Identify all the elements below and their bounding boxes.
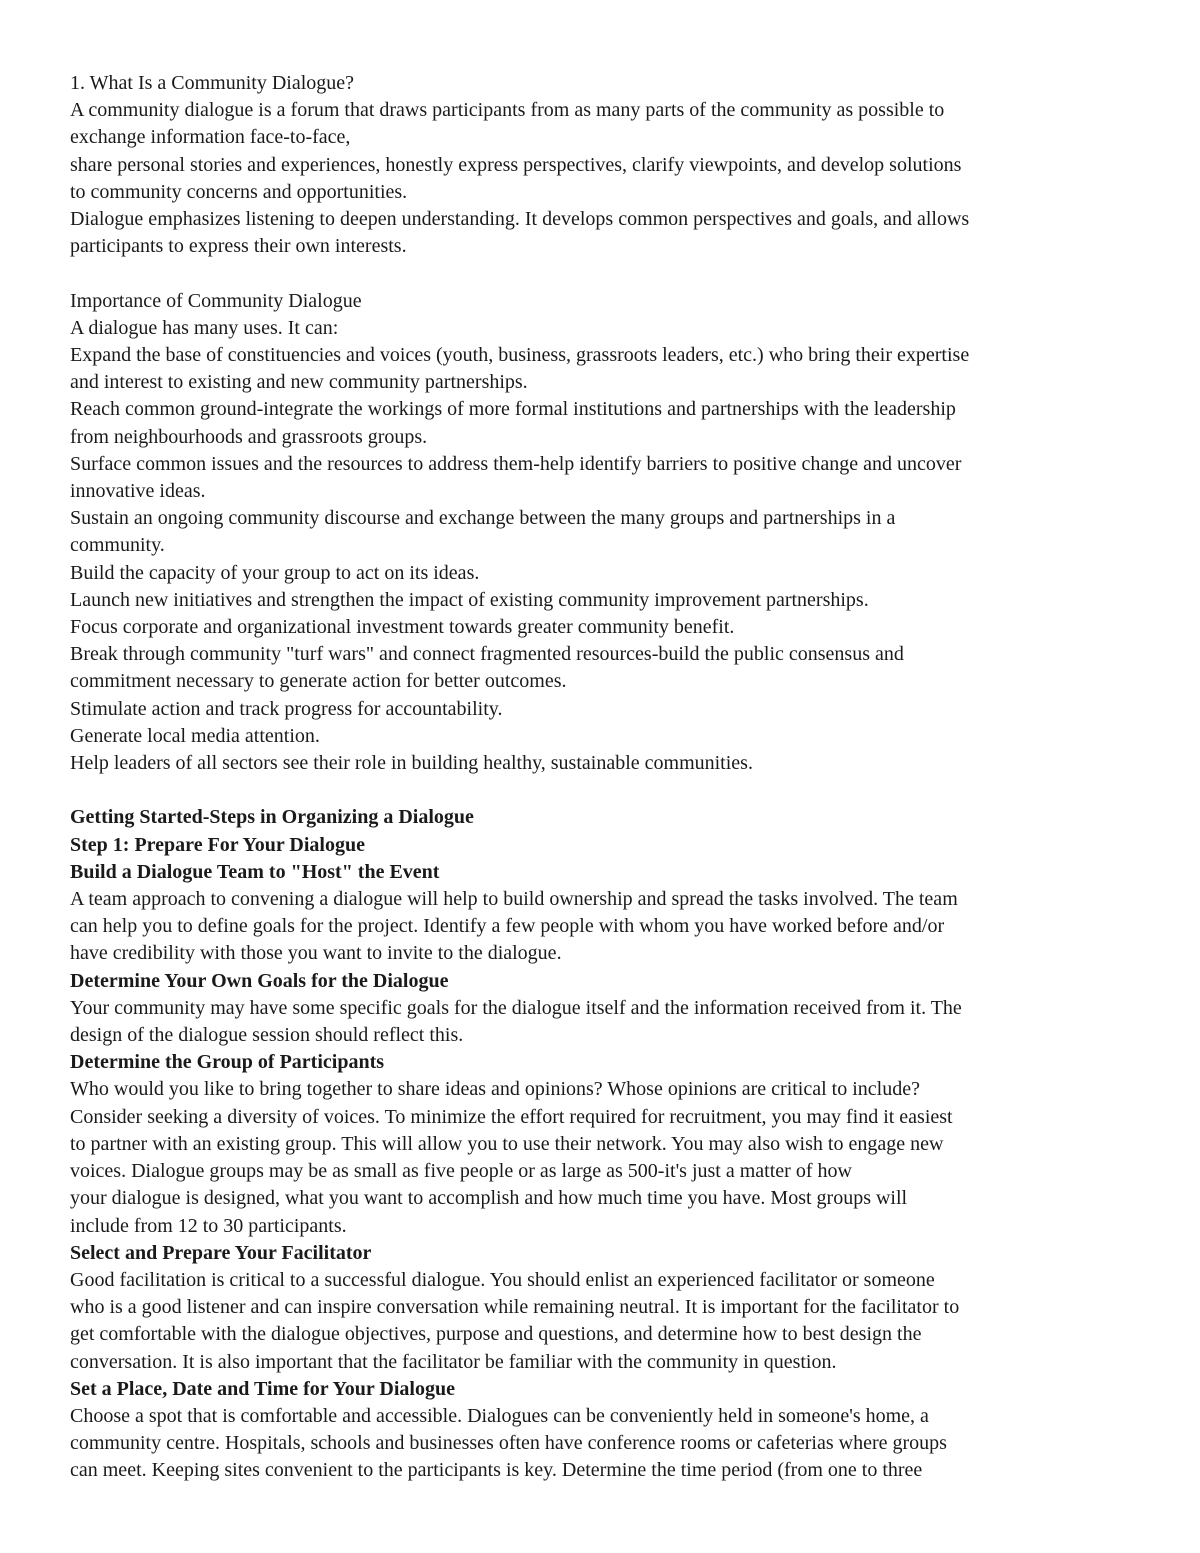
- paragraph-line: Help leaders of all sectors see their role in building healthy, sustainable communities.: [70, 752, 753, 775]
- paragraph-line: include from 12 to 30 participants.: [70, 1214, 347, 1237]
- paragraph-line: community.: [70, 534, 165, 557]
- paragraph-line: Your community may have some specific goals for the dialogue itself and the information received from it. The: [70, 996, 962, 1019]
- paragraph-line: Choose a spot that is comfortable and accessible. Dialogues can be conveniently held in someone's home, a: [70, 1404, 929, 1427]
- paragraph-line: Generate local media attention.: [70, 724, 320, 747]
- paragraph-line: your dialogue is designed, what you want to accomplish and how much time you have. Most groups will: [70, 1187, 908, 1210]
- paragraph-line: Build the capacity of your group to act on its ideas.: [70, 561, 480, 584]
- paragraph-line: Expand the base of constituencies and voices (youth, business, grassroots leaders, etc.) who bring their expertise: [70, 344, 970, 367]
- blank-line: [70, 260, 1140, 287]
- paragraph-line: who is a good listener and can inspire conversation while remaining neutral. It is important for the facilitator to: [70, 1296, 960, 1319]
- paragraph-line: Reach common ground-integrate the workings of more formal institutions and partnerships with the leadership: [70, 398, 956, 421]
- paragraph-line: A community dialogue is a forum that draws participants from as many parts of the community as possible to: [70, 99, 945, 122]
- paragraph-line: Launch new initiatives and strengthen the impact of existing community improvement partnerships.: [70, 588, 869, 611]
- paragraph-line: Good facilitation is critical to a successful dialogue. You should enlist an experienced facilitator or someone: [70, 1268, 935, 1291]
- paragraph-line: share personal stories and experiences, honestly express perspectives, clarify viewpoints, and develop solutions: [70, 153, 962, 176]
- subheading-participants: Determine the Group of Participants: [70, 1051, 385, 1074]
- paragraph-line: design of the dialogue session should reflect this.: [70, 1024, 464, 1047]
- paragraph-line: to community concerns and opportunities.: [70, 180, 408, 203]
- paragraph-line: A team approach to convening a dialogue will help to build ownership and spread the tasks involved. The team: [70, 888, 958, 911]
- paragraph-line: can help you to define goals for the project. Identify a few people with whom you have worked before and/or: [70, 915, 945, 938]
- paragraph-line: conversation. It is also important that the facilitator be familiar with the community in question.: [70, 1350, 837, 1373]
- paragraph-line: Focus corporate and organizational investment towards greater community benefit.: [70, 616, 735, 639]
- step-heading: Step 1: Prepare For Your Dialogue: [70, 833, 365, 856]
- paragraph-line: can meet. Keeping sites convenient to the participants is key. Determine the time period (from one to three: [70, 1459, 923, 1482]
- paragraph-line: Stimulate action and track progress for accountability.: [70, 697, 503, 720]
- paragraph-line: A dialogue has many uses. It can:: [70, 316, 339, 339]
- paragraph-line: Sustain an ongoing community discourse and exchange between the many groups and partnerships in a: [70, 507, 896, 530]
- paragraph-line: Who would you like to bring together to share ideas and opinions? Whose opinions are critical to include?: [70, 1078, 920, 1101]
- paragraph-line: have credibility with those you want to invite to the dialogue.: [70, 942, 562, 965]
- paragraph-line: Break through community "turf wars" and connect fragmented resources-build the public consensus and: [70, 643, 904, 666]
- section-title-importance: Importance of Community Dialogue: [70, 289, 362, 312]
- paragraph-line: to partner with an existing group. This will allow you to use their network. You may also wish to engage new: [70, 1132, 944, 1155]
- paragraph-line: innovative ideas.: [70, 480, 206, 503]
- paragraph-line: get comfortable with the dialogue objectives, purpose and questions, and determine how to best design the: [70, 1323, 922, 1346]
- paragraph-line: community centre. Hospitals, schools and businesses often have conference rooms or cafeterias where groups: [70, 1432, 947, 1455]
- blank-line: [70, 777, 1140, 804]
- subheading-goals: Determine Your Own Goals for the Dialogue: [70, 969, 449, 992]
- section-heading-getting-started: Getting Started-Steps in Organizing a Dialogue: [70, 806, 474, 829]
- document-page: [70, 70, 1140, 1485]
- paragraph-line: Consider seeking a diversity of voices. To minimize the effort required for recruitment, you may find it easiest: [70, 1105, 953, 1128]
- subheading-facilitator: Select and Prepare Your Facilitator: [70, 1241, 372, 1264]
- paragraph-line: voices. Dialogue groups may be as small as five people or as large as 500-it's just a matter of how: [70, 1160, 852, 1183]
- subheading-place-date-time: Set a Place, Date and Time for Your Dialogue: [70, 1377, 455, 1400]
- section-title-what-is: 1. What Is a Community Dialogue?: [70, 72, 355, 94]
- subheading-dialogue-team: Build a Dialogue Team to "Host" the Event: [70, 860, 440, 883]
- paragraph-line: Dialogue emphasizes listening to deepen understanding. It develops common perspectives and goals, and allows: [70, 208, 970, 231]
- paragraph-line: commitment necessary to generate action for better outcomes.: [70, 670, 567, 693]
- paragraph-line: and interest to existing and new community partnerships.: [70, 371, 528, 394]
- paragraph-line: Surface common issues and the resources to address them-help identify barriers to positive change and uncover: [70, 452, 962, 475]
- paragraph-line: participants to express their own interests.: [70, 235, 407, 258]
- paragraph-line: from neighbourhoods and grassroots groups.: [70, 425, 428, 448]
- paragraph-line: exchange information face-to-face,: [70, 126, 351, 149]
